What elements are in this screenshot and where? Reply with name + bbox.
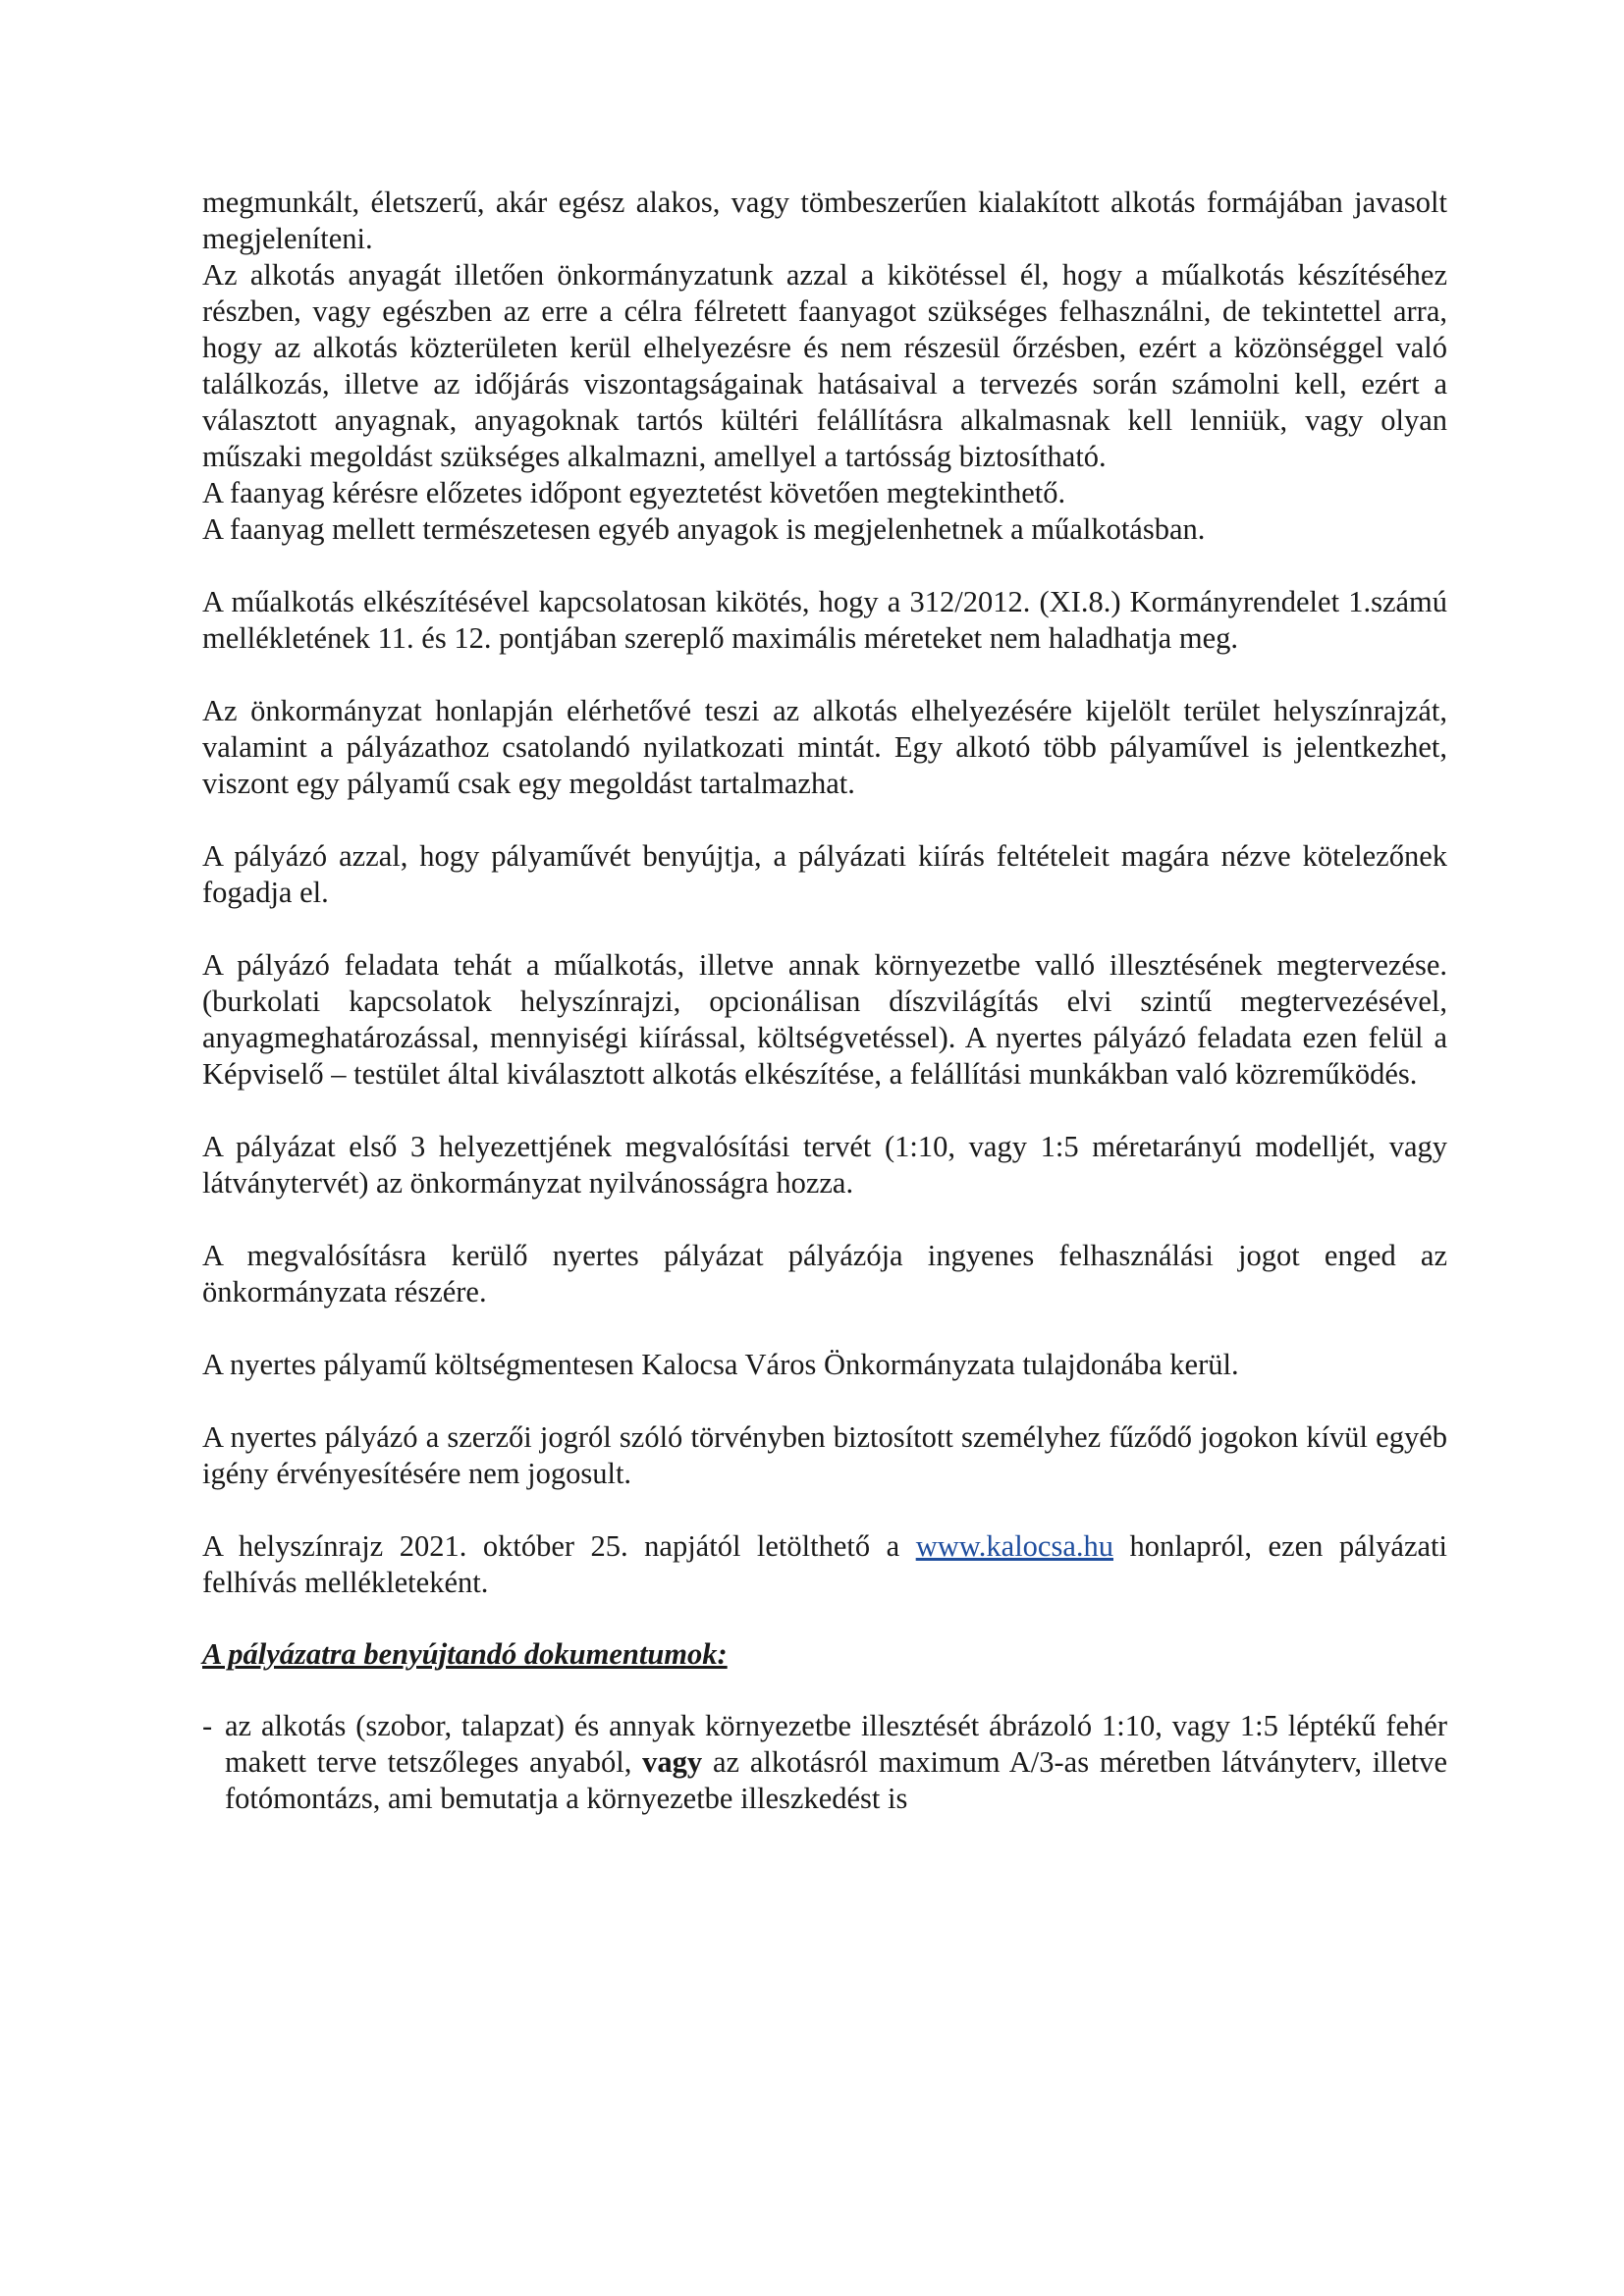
text-segment: az alkotás (szobor, talapzat) és annyak környezetbe illesztését ábrázoló 1:10, vagy 1:5 léptékű fehér makett terve tetszőleges anyaból, bbox=[225, 1709, 1447, 1779]
text-line: javasolt megjeleníteni. bbox=[202, 186, 1447, 255]
text-line: megtervezése. (burkolati kapcsolatok helyszínrajzi, opcionálisan díszvilágítás elvi szintű bbox=[202, 948, 1447, 1018]
paragraph-12 bbox=[202, 1419, 1447, 1492]
text-line: önkormányzata részére. bbox=[202, 1275, 487, 1308]
text-line: megtervezésével, anyagmeghatározással, mennyiségi kiírással, költségvetéssel). A nyertes bbox=[202, 985, 1447, 1054]
text-line: pályázati felhívás mellékleteként. bbox=[202, 1529, 1447, 1599]
paragraph-6 bbox=[202, 693, 1447, 802]
documents-list bbox=[202, 1708, 1447, 1817]
paragraph-7 bbox=[202, 838, 1447, 911]
paragraph-1 bbox=[202, 185, 1447, 257]
paragraph-4 bbox=[202, 511, 1447, 548]
document-body bbox=[202, 185, 1447, 1817]
section-heading: A pályázatra benyújtandó dokumentumok: bbox=[202, 1637, 728, 1671]
paragraph-3 bbox=[202, 475, 1447, 511]
text-line: ezért a közönséggel való találkozás, illetve az időjárás viszontagságainak hatásaival a tervezés bbox=[202, 331, 1447, 400]
text-line: kötelezőnek fogadja el. bbox=[202, 839, 1447, 909]
paragraph-9 bbox=[202, 1129, 1447, 1201]
text-line: A pályázó azzal, hogy pályaművét benyújtja, a pályázati kiírás feltételeit magára nézve bbox=[202, 839, 1303, 873]
text-line: pályázó feladata ezen felül a Képviselő – testület által kiválasztott alkotás elkészítése, a bbox=[202, 1021, 1447, 1091]
text-line: pályaművel is jelentkezhet, viszont egy pályamű csak egy megoldást tartalmazhat. bbox=[202, 730, 1448, 800]
paragraph-13 bbox=[202, 1528, 1447, 1601]
text-line: A nyertes pályázó a szerzői jogról szóló törvényben biztosított személyhez fűződő jogokon bbox=[202, 1420, 1307, 1454]
text-segment: A helyszínrajz 2021. október 25. napjától letölthető a bbox=[202, 1529, 916, 1563]
text-line: helyszínrajzát, valamint a pályázathoz csatolandó nyilatkozati mintát. Egy alkotó több bbox=[202, 694, 1447, 764]
text-line: során számolni kell, ezért a választott anyagnak, anyagoknak tartós kültéri felállításra bbox=[202, 367, 1447, 437]
text-line: A nyertes pályamű költségmentesen Kalocsa Város Önkormányzata tulajdonába kerül. bbox=[202, 1348, 1239, 1381]
paragraph-11 bbox=[202, 1347, 1447, 1383]
website-link[interactable]: www.kalocsa.hu bbox=[915, 1529, 1113, 1563]
text-line: kívül egyéb igény érvényesítésére nem jogosult. bbox=[202, 1420, 1448, 1490]
paragraph-8 bbox=[202, 947, 1447, 1093]
text-segment: az alkotásról maximum A/3-as méretben látványterv, illetve fotómontázs, ami bemutatja a környezetbe illeszkedést is bbox=[225, 1745, 1448, 1815]
text-line: Az alkotás anyagát illetően önkormányzatunk azzal a kikötéssel él, hogy a műalkotás bbox=[202, 258, 1298, 292]
text-line: készítéséhez részben, vagy egészben az erre a célra félretett faanyagot szükséges felhasználni, bbox=[202, 258, 1447, 328]
text-line: de tekintettel arra, hogy az alkotás közterületen kerül elhelyezésre és nem részesül őrzésben, bbox=[202, 294, 1447, 364]
paragraph-10 bbox=[202, 1238, 1447, 1310]
bullet-dash: - bbox=[202, 1709, 213, 1742]
text-line: A faanyag mellett természetesen egyéb anyagok is megjelenhetnek a műalkotásban. bbox=[202, 512, 1206, 546]
text-line: A pályázó feladata tehát a műalkotás, illetve annak környezetbe valló illesztésének bbox=[202, 948, 1277, 982]
text-line: felállítási munkákban való közreműködés. bbox=[909, 1057, 1418, 1091]
paragraph-2 bbox=[202, 257, 1447, 475]
text-line: A pályázat első 3 helyezettjének megvalósítási tervét (1:10, vagy 1:5 méretarányú modelljét, bbox=[202, 1130, 1389, 1163]
text-line: vagy látványtervét) az önkormányzat nyilvánosságra hozza. bbox=[202, 1130, 1447, 1200]
list-item bbox=[202, 1708, 1447, 1817]
bold-word: vagy bbox=[642, 1745, 703, 1779]
text-line: A faanyag kérésre előzetes időpont egyeztetést követően megtekinthető. bbox=[202, 476, 1066, 509]
text-line: tartósság biztosítható. bbox=[844, 440, 1107, 473]
paragraph-5 bbox=[202, 584, 1447, 657]
text-line: megmunkált, életszerű, akár egész alakos, vagy tömbeszerűen kialakított alkotás formájában bbox=[202, 186, 1355, 219]
text-segment: honlapról, ezen bbox=[1113, 1529, 1324, 1563]
text-line: 1.számú mellékletének 11. és 12. pontjában szereplő maximális méreteket nem haladhatja meg. bbox=[202, 585, 1447, 655]
text-line: A műalkotás elkészítésével kapcsolatosan kikötés, hogy a 312/2012. (XI.8.) Kormányrendelet bbox=[202, 585, 1349, 618]
text-line: A megvalósításra kerülő nyertes pályázat pályázója ingyenes felhasználási jogot enged az bbox=[202, 1239, 1447, 1272]
text-line: alkalmasnak kell lenniük, vagy olyan műszaki megoldást szükséges alkalmazni, amellyel a bbox=[202, 403, 1447, 473]
text-line: Az önkormányzat honlapján elérhetővé teszi az alkotás elhelyezésére kijelölt terület bbox=[202, 694, 1274, 727]
